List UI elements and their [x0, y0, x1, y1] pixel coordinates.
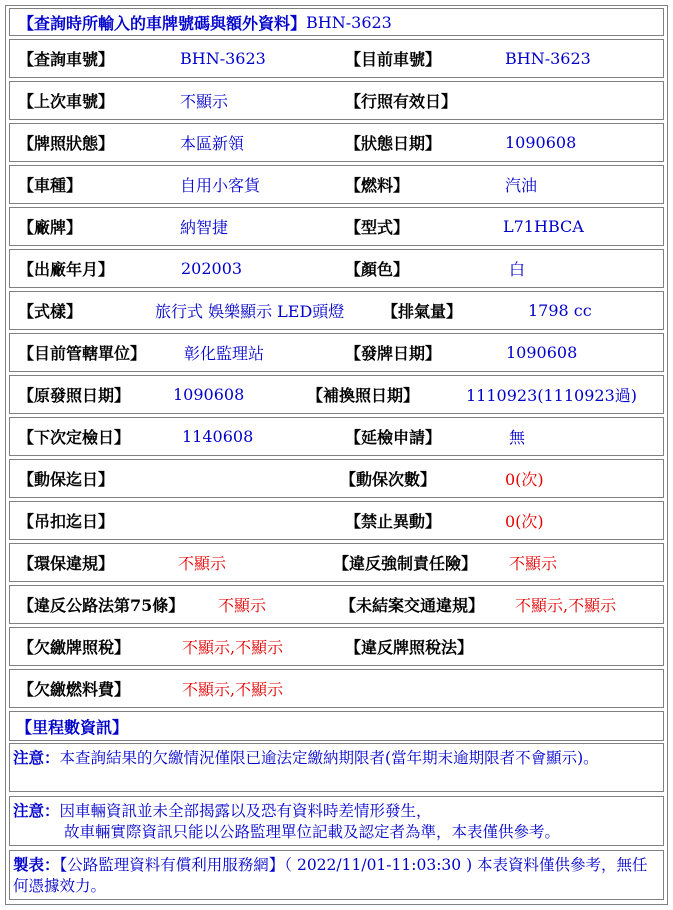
info-row	[9, 333, 664, 372]
field-value: BHN-3623	[180, 49, 266, 68]
field-label: 【原發照日期】	[18, 386, 131, 405]
info-row	[9, 291, 664, 330]
field-value: 不顯示	[218, 596, 267, 615]
vehicle-info-table	[5, 5, 668, 905]
field-label: 【違反公路法第75條】	[18, 596, 185, 615]
query-title-row	[9, 8, 664, 36]
field-label: 【吊扣迄日】	[18, 512, 115, 531]
info-row	[9, 39, 664, 78]
info-row	[9, 207, 664, 246]
field-label: 【廠牌】	[18, 218, 83, 237]
field-value: 白	[509, 260, 526, 279]
field-value: 無	[509, 428, 526, 447]
field-value: 自用小客貨	[180, 176, 261, 195]
footer-label: 製表：	[13, 855, 60, 874]
footer-text: （ 2022/11/01-11:03:30 ) 本表資料僅供參考，無任何憑據效力。	[13, 856, 648, 895]
info-row	[9, 165, 664, 204]
field-label: 【未結案交通違規】	[340, 596, 485, 615]
field-label: 【環保違規】	[18, 554, 115, 573]
field-label: 【發牌日期】	[345, 344, 442, 363]
note-1-text: 本查詢結果的欠繳情況僅限已逾法定繳納期限者(當年期末逾期限者不會顯示)。	[59, 749, 599, 767]
field-label: 【車種】	[18, 176, 83, 195]
field-value: 1798 cc	[528, 301, 592, 320]
field-value: 不顯示,不顯示	[182, 638, 284, 657]
field-value: 旅行式 娛樂顯示 LED頭燈	[155, 302, 345, 321]
note-1-label: 注意：	[13, 748, 60, 767]
field-label: 【目前車號】	[345, 50, 442, 69]
field-value: 不顯示	[178, 554, 227, 573]
field-label: 【延檢申請】	[345, 428, 442, 447]
note-2-label: 注意：	[13, 801, 60, 820]
field-value: 不顯示	[180, 92, 229, 111]
field-label: 【行照有效日】	[345, 92, 458, 111]
note-2-line-2: 故車輛實際資訊只能以公路監理單位記載及認定者為準，本表僅供參考。	[64, 823, 561, 841]
field-label: 【違反強制責任險】	[333, 554, 478, 573]
field-value: 1090608	[505, 133, 577, 152]
footer-row	[9, 850, 664, 900]
field-label: 【牌照狀態】	[18, 134, 115, 153]
field-label: 【燃料】	[345, 176, 410, 195]
field-value: 不顯示,不顯示	[182, 680, 284, 699]
field-value: 1110923(1110923過)	[466, 386, 638, 405]
info-row	[9, 585, 664, 624]
field-label: 【動保迄日】	[18, 470, 115, 489]
field-label: 【排氣量】	[382, 302, 463, 321]
field-label: 【式樣】	[18, 302, 83, 321]
field-value: 0(次)	[505, 470, 544, 489]
info-row	[9, 123, 664, 162]
field-value: 1090608	[506, 343, 578, 362]
info-row	[9, 669, 664, 708]
mileage-label: 【里程數資訊】	[16, 717, 129, 737]
field-label: 【狀態日期】	[345, 134, 442, 153]
field-label: 【上次車號】	[18, 92, 115, 111]
info-row	[9, 249, 664, 288]
info-row	[9, 375, 664, 414]
query-title	[18, 9, 392, 35]
footer	[13, 854, 659, 897]
field-label: 【動保次數】	[340, 470, 437, 489]
field-value: 1140608	[182, 427, 254, 446]
field-value: 本區新領	[180, 134, 245, 153]
field-value: 202003	[181, 259, 243, 278]
query-title-value: BHN-3623	[306, 12, 392, 32]
field-value: 彰化監理站	[184, 344, 265, 363]
note-1	[13, 747, 659, 769]
info-row	[9, 417, 664, 456]
field-value: 0(次)	[505, 512, 544, 531]
field-value: 1090608	[173, 385, 245, 404]
info-row	[9, 627, 664, 666]
field-label: 【下次定檢日】	[18, 428, 131, 447]
field-value: 不顯示,不顯示	[515, 596, 617, 615]
info-row	[9, 501, 664, 540]
info-row	[9, 81, 664, 120]
field-label: 【欠繳燃料費】	[18, 680, 131, 699]
info-row	[9, 543, 664, 582]
field-label: 【欠繳牌照稅】	[18, 638, 131, 657]
field-label: 【目前管轄單位】	[18, 344, 147, 363]
mileage-row	[9, 711, 664, 741]
info-row	[9, 459, 664, 498]
field-label: 【顏色】	[345, 260, 410, 279]
field-label: 【型式】	[345, 218, 410, 237]
field-value: 納智捷	[180, 218, 229, 237]
field-label: 【禁止異動】	[345, 512, 442, 531]
field-label: 【出廠年月】	[18, 260, 115, 279]
query-title-label: 【查詢時所輸入的車牌號碼與額外資料】	[18, 13, 307, 33]
field-label: 【補換照日期】	[307, 386, 420, 405]
field-label: 【查詢車號】	[18, 50, 115, 69]
field-value: L71HBCA	[503, 217, 584, 236]
note-2	[13, 800, 659, 843]
footer-source: 【公路監理資料有償利用服務網】	[59, 856, 285, 874]
field-label: 【違反牌照稅法】	[345, 638, 474, 657]
note-2-line-1: 因車輛資訊並未全部揭露以及恐有資料時差情形發生，	[59, 802, 432, 820]
note-row-1	[9, 743, 664, 792]
field-value: 汽油	[505, 176, 538, 195]
field-value: 不顯示	[509, 554, 558, 573]
field-value: BHN-3623	[505, 49, 591, 68]
note-row-2	[9, 796, 664, 846]
